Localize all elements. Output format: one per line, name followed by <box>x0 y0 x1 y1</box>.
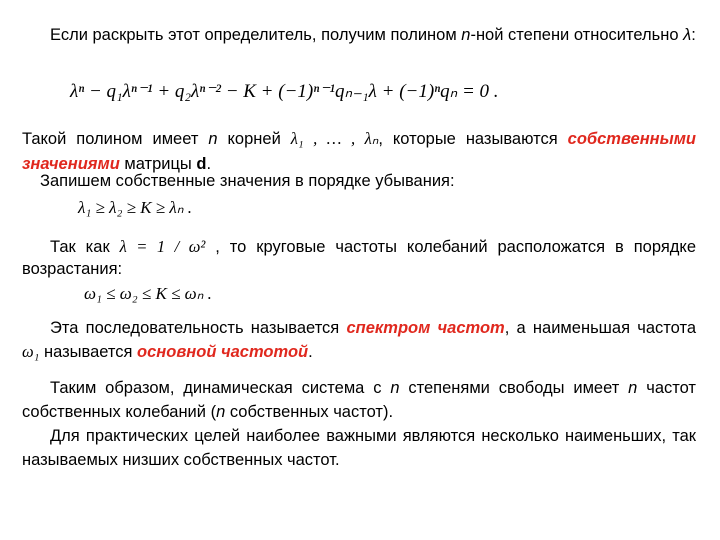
text: степенями свободы имеет <box>399 379 629 397</box>
text: . <box>308 343 313 361</box>
var-n: n <box>628 379 638 397</box>
text: матрицы <box>119 155 197 173</box>
paragraph-lowest-frequencies <box>22 424 696 472</box>
roots-formula: λ₁ , … , λₙ <box>290 129 379 148</box>
text: называется <box>39 343 138 361</box>
var-n: n <box>390 379 400 397</box>
text: : <box>691 26 696 44</box>
lambda-omega-formula: λ = 1 / ω² <box>119 237 206 256</box>
text: , которые называются <box>378 130 568 148</box>
matrix-d: d <box>196 155 207 173</box>
paragraph-polynomial <box>22 24 696 47</box>
text: , то круговые частоты колебаний расположатся в порядке возрастания: <box>22 238 696 278</box>
text: Эта последовательность называется <box>50 319 347 337</box>
paragraph-spectrum <box>22 316 696 364</box>
text: Для практических целей наиболее важными являются несколько наименьших, так называемых низших собственных частот. <box>22 427 696 469</box>
text: корней <box>217 130 291 148</box>
paragraph-order <box>40 170 700 193</box>
var-n: n <box>461 26 471 44</box>
var-n: n <box>208 130 218 148</box>
characteristic-equation: λⁿ − q₁λⁿ⁻¹ + q₂λⁿ⁻² − K + (−1)ⁿ⁻¹qₙ₋₁λ + (−1)ⁿqₙ = 0 . <box>70 81 499 102</box>
text: собственных частот). <box>225 403 394 421</box>
text: , а наименьшая частота <box>504 319 696 337</box>
eigenvalue-order-formula: λ₁ ≥ λ₂ ≥ K ≥ λₙ . <box>78 198 193 217</box>
paragraph-dynamic-system <box>22 376 696 424</box>
text: Такой полином имеет <box>22 130 209 148</box>
var-lambda: λ <box>683 26 692 44</box>
text: Запишем собственные значения в порядке убывания: <box>40 172 455 190</box>
omega-1: ω₁ <box>22 342 40 361</box>
text: Если раскрыть этот определитель, получим полином <box>50 26 462 44</box>
var-n: n <box>216 403 226 421</box>
text: . <box>206 155 212 173</box>
term-fundamental-frequency: основной частотой <box>137 343 309 361</box>
text: частот собственных колебаний ( <box>22 379 696 421</box>
paragraph-frequencies <box>22 236 696 280</box>
text: Так как <box>50 238 120 256</box>
term-eigenvalues: собственными значениями <box>22 130 697 173</box>
term-spectrum: спектром частот <box>346 319 505 337</box>
frequency-order-formula: ω₁ ≤ ω₂ ≤ K ≤ ωₙ . <box>84 284 212 303</box>
text: Таким образом, динамическая система с <box>50 379 391 397</box>
text: -ной степени относительно <box>470 26 684 44</box>
